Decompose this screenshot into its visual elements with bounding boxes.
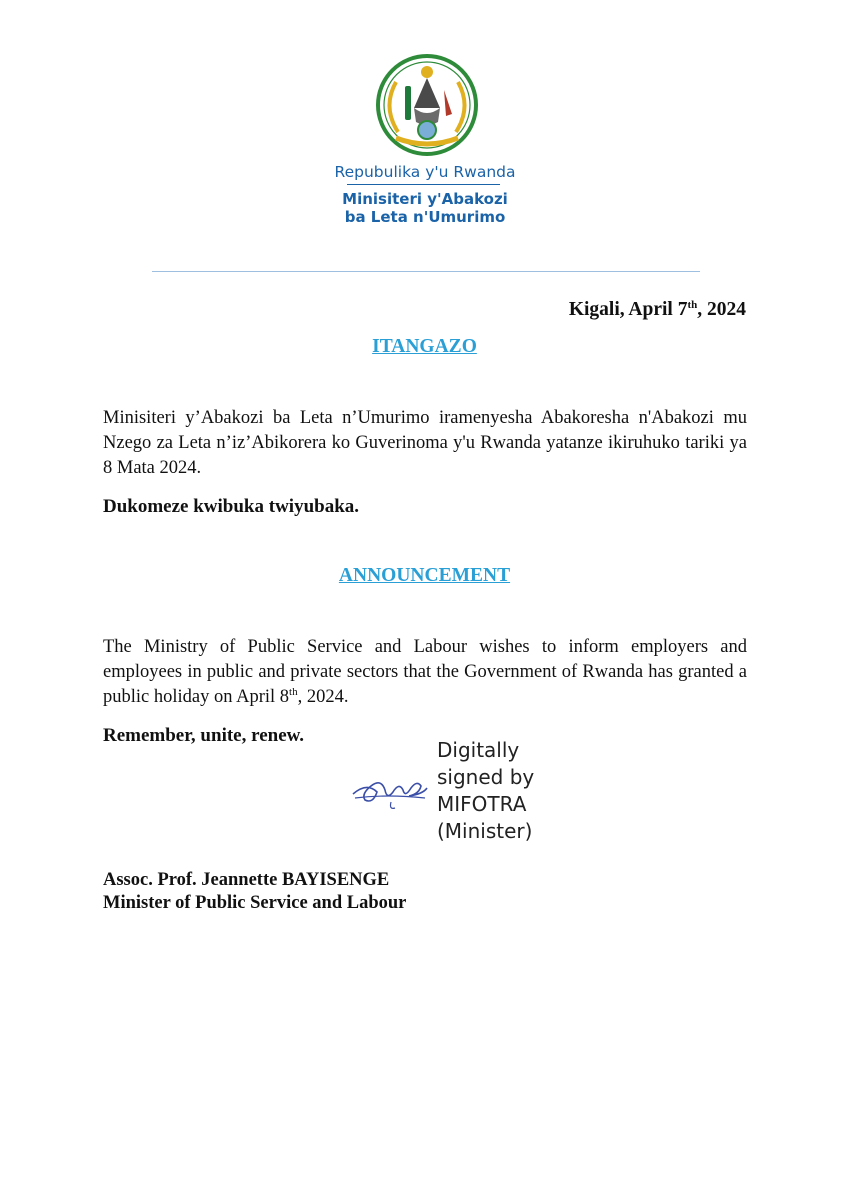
digital-signature-line: signed by [437,765,535,789]
digital-signature-line: (Minister) [437,819,533,843]
header-separator [152,271,700,272]
date-prefix: Kigali, April 7 [568,299,688,320]
signer-name: Assoc. Prof. Jeannette BAYISENGE [103,870,390,890]
itangazo-heading: ITANGAZO [372,336,477,357]
english-body-ordinal: th [289,686,298,698]
digital-signature-line: Digitally [437,738,520,762]
date-year: , 2024 [697,299,746,320]
english-body-main: The Ministry of Public Service and Labour wishes to inform employers and employees in public and private sectors that the Government of Rwanda has granted a public holiday on April 8 [103,637,747,707]
ministry-name-line1: Minisiteri y'Abakozi [342,190,508,208]
english-body [103,635,747,710]
ministry-name-line2: ba Leta n'Umurimo [344,208,506,226]
letterhead-rule [347,184,500,185]
date-ordinal: th [687,299,698,311]
announcement-heading: ANNOUNCEMENT [338,565,511,586]
republic-name: Repubulika y'u Rwanda [334,163,516,181]
handwritten-signature [347,764,433,820]
rwanda-coat-of-arms-icon [374,52,480,158]
digital-signature-note [437,737,577,845]
english-motto: Remember, unite, renew. [103,725,305,746]
document-date [569,299,746,321]
signer-title: Minister of Public Service and Labour [103,893,407,913]
digital-signature-line: MIFOTRA [437,792,527,816]
english-body-end: , 2024. [297,687,349,707]
kinyarwanda-body: Minisiteri y’Abakozi ba Leta n’Umurimo iramenyesha Abakoresha n'Abakozi mu Nzego za Leta n’iz’Abikorera ko Guverinoma y'u Rwanda yatanze ikiruhuko tariki ya 8 Mata 2024. [103,408,747,478]
kinyarwanda-motto: Dukomeze kwibuka twiyubaka. [103,496,360,517]
